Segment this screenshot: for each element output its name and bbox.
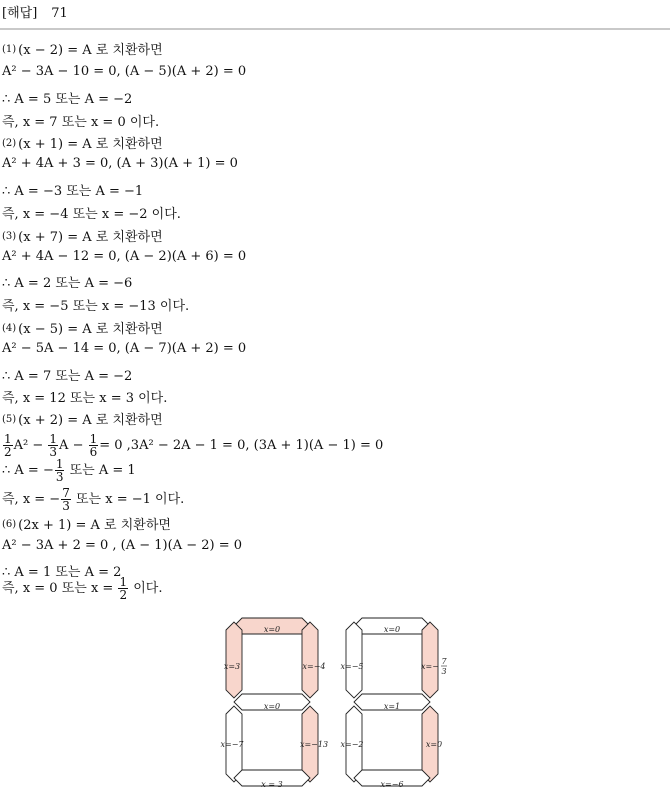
segment-label-upper-left: x=−5: [340, 662, 364, 671]
solution-line: [2, 203, 181, 222]
line-text: ∴ A = 2 또는 A = −6: [2, 276, 133, 291]
line-text: (x + 1) = A 로 치환하면: [18, 137, 163, 152]
solution-line: [2, 64, 246, 79]
line-5b: ∴ A = − $\frac{1}{3}$ 또는 A = 1: [2, 457, 136, 484]
line-text: A² − 3A − 10 = 0, (A − 5)(A + 2) = 0: [2, 64, 247, 79]
segment-label-fraction-num: 7: [441, 657, 447, 666]
solution-line: [2, 538, 242, 553]
frac-3: $\frac{1}{6}$: [89, 432, 98, 459]
seven-segment-right: [342, 614, 448, 790]
line-text: (2x + 1) = A 로 치환하면: [18, 518, 171, 533]
segment-label-bottom: x=−6: [380, 780, 404, 789]
header-divider: [0, 28, 670, 30]
line-text: ∴ A = 7 또는 A = −2: [2, 369, 133, 384]
line-5c: 즉, x = − $\frac{7}{3}$ 또는 x = −1 이다.: [2, 486, 185, 513]
frac-6d: $\frac{1}{2}$: [119, 575, 128, 602]
problem-number: (1): [2, 44, 17, 55]
line-text: (x − 5) = A 로 치환하면: [18, 322, 163, 337]
segment-upper-right: [302, 622, 318, 698]
problem-number: (4): [2, 323, 17, 334]
line-text: 즉, x = 7 또는 x = 0 이다.: [2, 115, 160, 130]
frac-5b: $\frac{1}{3}$: [55, 457, 64, 484]
line-5a: $\frac{1}{2}$ A² − $\frac{1}{3}$ A − $\frac{1}{6}$ = 0 ,3A² − 2A − 1 = 0, (3A + 1)(A − 1) = 0: [4, 432, 384, 459]
line-text: 즉, x = −5 또는 x = −13 이다.: [2, 299, 190, 314]
segment-label-upper-left: x=3: [223, 662, 241, 671]
solution-line: [2, 387, 167, 406]
segment-upper-right: [422, 622, 438, 698]
problem-number: (3): [2, 231, 17, 242]
solution-line: [2, 295, 189, 314]
segment-label-lower-right: x=−13: [299, 740, 329, 749]
solution-line: [2, 249, 246, 264]
seven-segment-left: [222, 614, 328, 790]
line-text: A² − 5A − 14 = 0, (A − 7)(A + 2) = 0: [2, 341, 247, 356]
segment-upper-left: [346, 622, 362, 698]
segment-label-fraction-den: 3: [441, 667, 447, 676]
line-text: 즉, x = −4 또는 x = −2 이다.: [2, 207, 181, 222]
solution-line: [2, 318, 163, 337]
segment-label-lower-right: x=0: [425, 740, 443, 749]
line-6d: 즉, x = 0 또는 x = $\frac{1}{2}$ 이다.: [2, 575, 163, 602]
segment-upper-left: [223, 622, 242, 698]
line-text: A² + 4A − 12 = 0, (A − 2)(A + 6) = 0: [2, 249, 247, 264]
problem-number: (6): [2, 519, 17, 530]
segment-label-top: x=0: [383, 625, 401, 634]
solution-line: [2, 409, 163, 428]
page-number: 71: [51, 6, 68, 21]
line-text: ∴ A = −3 또는 A = −1: [2, 184, 144, 199]
solution-line: [2, 272, 132, 291]
segment-label-lower-left: x=−7: [220, 740, 244, 749]
line-text: (x + 2) = A 로 치환하면: [18, 413, 163, 428]
line-text: A² − 3A + 2 = 0 , (A − 1)(A − 2) = 0: [2, 538, 243, 553]
frac-5c: $\frac{7}{3}$: [62, 486, 70, 513]
solution-line: [2, 226, 163, 245]
line-text: A² + 4A + 3 = 0, (A + 3)(A + 1) = 0: [2, 156, 238, 171]
solution-line: [2, 88, 132, 107]
solution-line: [2, 365, 132, 384]
line-text: ∴ A = 1 또는 A = 2: [2, 565, 122, 580]
frac-1: $\frac{1}{2}$: [4, 432, 12, 459]
problem-number: (5): [2, 414, 17, 425]
segment-label-upper-right: x=−4: [302, 662, 326, 671]
segment-label-upper-right: x=−: [421, 662, 439, 671]
segment-label-lower-left: x=−2: [340, 740, 364, 749]
solution-line: [2, 156, 238, 171]
segment-label-middle: x=1: [383, 702, 401, 711]
solution-line: [2, 133, 163, 152]
solution-line: [2, 39, 163, 58]
solution-line: [2, 180, 143, 199]
problem-number: (2): [2, 138, 17, 149]
solution-line: [2, 111, 159, 130]
line-text: ∴ A = 5 또는 A = −2: [2, 92, 133, 107]
segment-label-bottom: x = 3: [261, 780, 283, 789]
segment-label-middle: x=0: [263, 702, 281, 711]
page-header: [2, 2, 68, 21]
frac-2: $\frac{1}{3}$: [49, 432, 58, 459]
line-text: 즉, x = 12 또는 x = 3 이다.: [2, 391, 168, 406]
segment-label-top: x=0: [263, 625, 281, 634]
line-text: (x − 2) = A 로 치환하면: [18, 43, 163, 58]
solution-line: [2, 341, 246, 356]
header-title: [해답]: [2, 6, 38, 21]
line-text: (x + 7) = A 로 치환하면: [18, 230, 163, 245]
solution-line: [2, 514, 171, 533]
